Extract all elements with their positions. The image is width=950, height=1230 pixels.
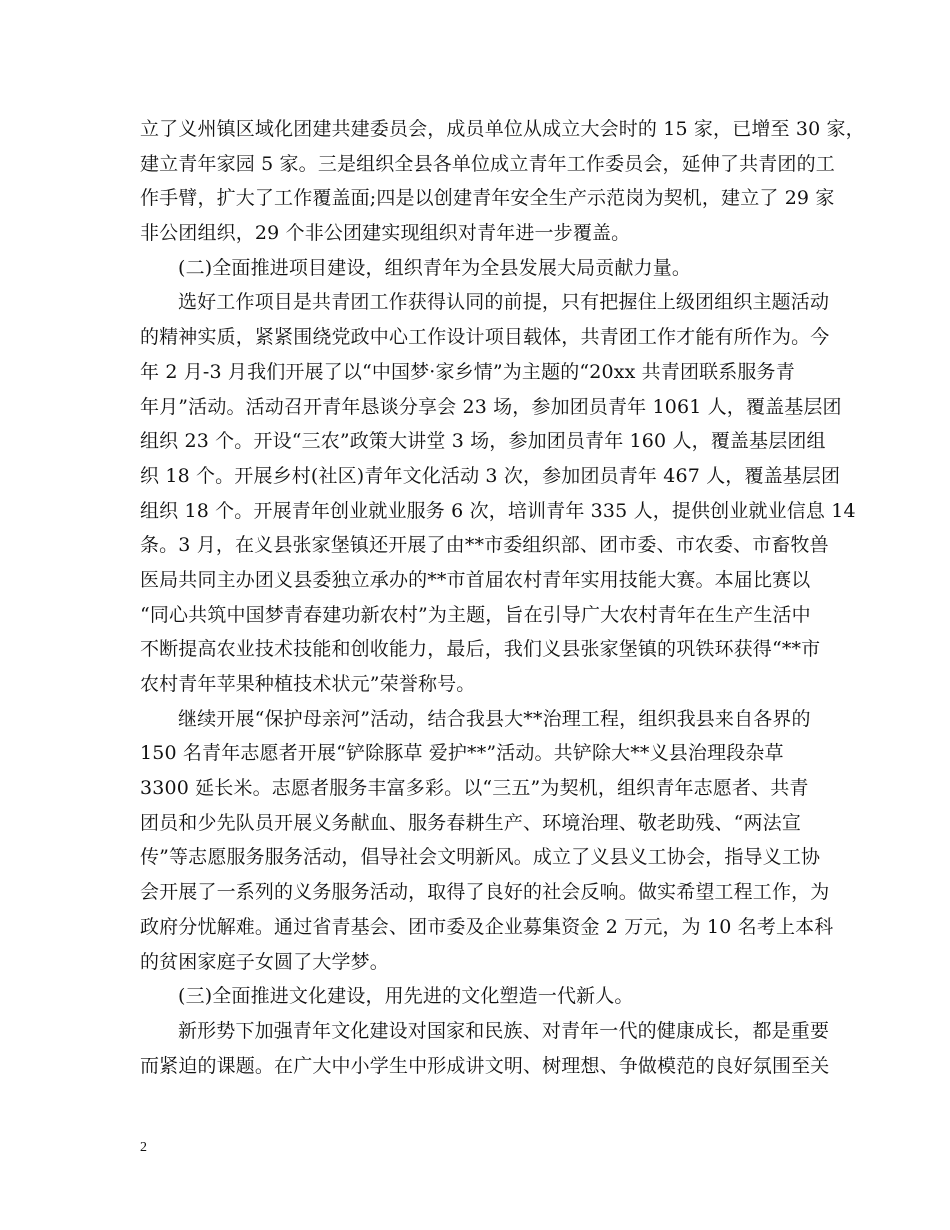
text-line: 会开展了一系列的义务服务活动，取得了良好的社会反响。做实希望工程工作，为 [140,881,830,904]
text-line: “同心共筑中国梦青春建功新农村”为主题，旨在引导广大农村青年在生产生活中 [140,603,811,626]
text-line: 选好工作项目是共青团工作获得认同的前提，只有把握住上级团组织主题活动 [178,291,830,314]
text-line: 年月”活动。活动召开青年恳谈分享会 23 场，参加团员青年 1061 人，覆盖基层团 [140,395,842,418]
text-line: 的贫困家庭子女圆了大学梦。 [140,950,389,973]
text-line: 非公团组织，29 个非公团建实现组织对青年进一步覆盖。 [140,222,631,245]
text-line: 新形势下加强青年文化建设对国家和民族、对青年一代的健康成长，都是重要 [178,1019,830,1042]
section-heading: (三)全面推进文化建设，用先进的文化塑造一代新人。 [178,985,634,1008]
page-number: 2 [140,1140,147,1155]
text-line: 继续开展“保护母亲河”活动，结合我县大**治理工程，组织我县来自各界的 [178,707,811,730]
text-line: 传”等志愿服务服务活动，倡导社会文明新风。成立了义县义工协会，指导义工协 [140,846,821,869]
document-body [140,112,865,1083]
text-line: 而紧迫的课题。在广大中小学生中形成讲文明、树理想、争做模范的良好氛围至关 [140,1054,830,1077]
text-line: 不断提高农业技术技能和创收能力，最后，我们义县张家堡镇的巩铁环获得“**市 [140,638,821,661]
text-line: 政府分忧解难。通过省青基会、团市委及企业募集资金 2 万元，为 10 名考上本科 [140,915,834,938]
text-line: 立了义州镇区域化团建共建委员会，成员单位从成立大会时的 15 家，已增至 30 家， [140,118,865,140]
text-line: 3300 延长米。志愿者服务丰富多彩。以“三五”为契机，组织青年志愿者、共青 [140,777,809,800]
text-line: 织 18 个。开展乡村(社区)青年文化活动 3 次，参加团员青年 467 人，覆盖基层团 [140,464,841,487]
text-line: 条。3 月，在义县张家堡镇还开展了由**市委组织部、团市委、市农委、市畜牧兽 [140,534,829,557]
text-line: 的精神实质，紧紧围绕党政中心工作设计项目载体，共青团工作才能有所作为。今 [140,326,830,349]
section-heading: (二)全面推进项目建设，组织青年为全县发展大局贡献力量。 [178,256,692,279]
text-line: 医局共同主办团义县委独立承办的**市首届农村青年实用技能大赛。本届比赛以 [140,568,811,591]
text-line: 150 名青年志愿者开展“铲除豚草 爱护**”活动。共铲除大**义县治理段杂草 [140,742,784,765]
text-line: 农村青年苹果种植技术状元”荣誉称号。 [140,673,476,695]
text-line: 团员和少先队员开展义务献血、服务春耕生产、环境治理、敬老助残、“两法宣 [140,811,801,834]
text-line: 年 2 月-3 月我们开展了以“中国梦·家乡情”为主题的“20xx 共青团联系服务青 [140,360,795,383]
text-line: 作手臂，扩大了工作覆盖面;四是以创建青年安全生产示范岗为契机，建立了 29 家 [140,187,835,210]
text-line: 建立青年家园 5 家。三是组织全县各单位成立青年工作委员会，延伸了共青团的工 [140,152,835,175]
text-line: 组织 18 个。开展青年创业就业服务 6 次，培训青年 335 人，提供创业就业信息 14 [140,499,856,522]
text-line: 组织 23 个。开设“三农”政策大讲堂 3 场，参加团员青年 160 人，覆盖基层团组 [140,430,826,453]
